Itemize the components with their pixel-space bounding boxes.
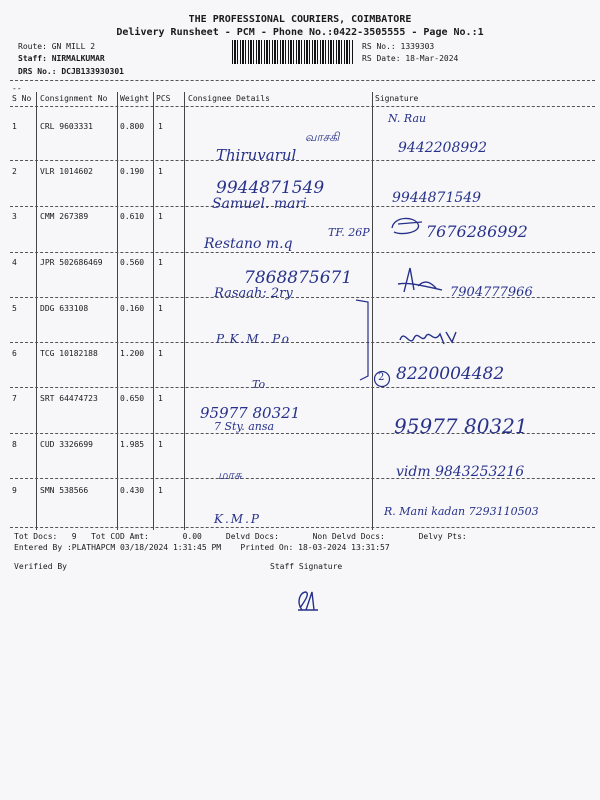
totals-line: Tot Docs: 9 Tot COD Amt: 0.00 Delvd Docs: Non Delvd Docs: Delvy Pts:	[14, 532, 467, 541]
barcode	[232, 40, 354, 64]
row-consignment: SMN 538566	[40, 486, 89, 495]
handwritten-consignee: Restano m.q	[204, 236, 293, 252]
handwritten-consignee: Samuel. mari	[212, 196, 307, 212]
handwritten-signature-phone: 9442208992	[398, 140, 488, 156]
entered-by-line: Entered By :PLATHAPCM 03/18/2024 1:31:45 PM Printed On: 18-03-2024 13:31:57	[14, 543, 390, 552]
row-consignment: CMM 267389	[40, 212, 89, 221]
dash-marker: --	[12, 84, 22, 93]
signature-scribble	[396, 264, 446, 296]
row-divider	[10, 160, 595, 161]
row-pcs: 1	[158, 486, 163, 495]
row-consignment: SRT 64474723	[40, 394, 98, 403]
row-sno: 9	[12, 486, 17, 495]
staff-label: Staff: NIRMALKUMAR	[18, 54, 105, 63]
col-weight: Weight	[120, 94, 149, 103]
handwritten-signature-phone: 9944871549	[392, 190, 482, 206]
col-pcs: PCS	[156, 94, 171, 103]
row-weight: 0.560	[120, 258, 145, 267]
handwritten-phone: 7868875671	[244, 268, 353, 288]
row-sno: 4	[12, 258, 17, 267]
column-divider	[10, 106, 595, 107]
header-divider	[10, 80, 595, 81]
row-pcs: 1	[158, 349, 163, 358]
row-pcs: 1	[158, 167, 163, 176]
col-line	[36, 92, 37, 530]
handwritten-signature: vidm 9843253216	[396, 464, 525, 480]
handwritten-tamil-name: வாசகி	[305, 130, 340, 144]
row-consignment: JPR 502686469	[40, 258, 103, 267]
row-pcs: 1	[158, 394, 163, 403]
route-label: Route: GN MILL 2	[18, 42, 96, 51]
row-pcs: 1	[158, 304, 163, 313]
col-line	[153, 92, 154, 530]
staff-signature-mark	[292, 588, 322, 614]
handwritten-consignee: P.K.M. Po	[216, 332, 291, 346]
drs-number: DRS No.: DCJB133930301	[18, 67, 124, 76]
row-pcs: 1	[158, 212, 163, 221]
row-weight: 0.190	[120, 167, 145, 176]
row-pcs: 1	[158, 440, 163, 449]
handwritten-signature: R. Mani kadan 7293110503	[384, 505, 539, 518]
signature-scribble	[396, 326, 466, 350]
handwritten-consignee: K.M.P	[214, 512, 261, 526]
row-sno: 7	[12, 394, 17, 403]
row-consignment: CUD 3326699	[40, 440, 93, 449]
staff-signature-label: Staff Signature	[270, 562, 343, 571]
handwritten-note: 7 Sty. ansa	[214, 420, 275, 433]
row-sno: 8	[12, 440, 17, 449]
row-sno: 5	[12, 304, 17, 313]
row-sno: 2	[12, 167, 17, 176]
company-title: THE PROFESSIONAL COURIERS, COIMBATORE	[188, 14, 412, 25]
verified-by-label: Verified By	[14, 562, 67, 571]
handwritten-signature-phone: 8220004482	[396, 364, 505, 384]
col-line	[184, 92, 185, 530]
handwritten-note: TF. 26P	[328, 226, 370, 239]
row-sno: 6	[12, 349, 17, 358]
row-consignment: CRL 9603331	[40, 122, 93, 131]
row-weight: 0.650	[120, 394, 145, 403]
col-consignment: Consignment No	[40, 94, 108, 103]
handwritten-signature-phone: 7676286992	[426, 222, 528, 241]
runsheet-title: Delivery Runsheet - PCM - Phone No.:0422-3505555 - Page No.:1	[116, 27, 484, 38]
row-pcs: 1	[158, 258, 163, 267]
handwritten-signature-phone: 7904777966	[450, 285, 533, 300]
bracket-line	[354, 296, 376, 386]
row-weight: 0.610	[120, 212, 145, 221]
handwritten-phone: 9944871549	[216, 178, 325, 198]
row-sno: 3	[12, 212, 17, 221]
handwritten-consignee: Thiruvarul	[216, 146, 297, 164]
row-pcs: 1	[158, 122, 163, 131]
row-divider	[10, 342, 595, 343]
row-consignment: DDG 633108	[40, 304, 89, 313]
rs-date: RS Date: 18-Mar-2024	[362, 54, 459, 63]
handwritten-consignee: Rasaah: 2ry	[214, 286, 293, 301]
row-weight: 1.985	[120, 440, 145, 449]
row-weight: 0.430	[120, 486, 145, 495]
handwritten-signature-phone: 95977 80321	[394, 414, 528, 438]
handwritten-tamil-name: மாசு	[218, 468, 242, 482]
row-weight: 1.200	[120, 349, 145, 358]
handwritten-to: To	[252, 378, 266, 391]
row-consignment: VLR 1014602	[40, 167, 93, 176]
col-consignee: Consignee Details	[188, 94, 270, 103]
row-weight: 0.160	[120, 304, 145, 313]
col-sno: S No	[12, 94, 32, 103]
handwritten-phone: 95977 80321	[200, 404, 301, 422]
row-weight: 0.800	[120, 122, 145, 131]
row-consignment: TCG 10182188	[40, 349, 98, 358]
col-line	[117, 92, 118, 530]
table-bottom-divider	[10, 527, 595, 528]
circled-number: 2	[378, 372, 385, 383]
signature-scribble	[388, 214, 428, 238]
col-signature: Signature	[375, 94, 419, 103]
row-sno: 1	[12, 122, 17, 131]
rs-number: RS No.: 1339303	[362, 42, 435, 51]
row-divider	[10, 387, 595, 388]
row-divider	[10, 252, 595, 253]
handwritten-signature-name: N. Rau	[388, 112, 427, 125]
